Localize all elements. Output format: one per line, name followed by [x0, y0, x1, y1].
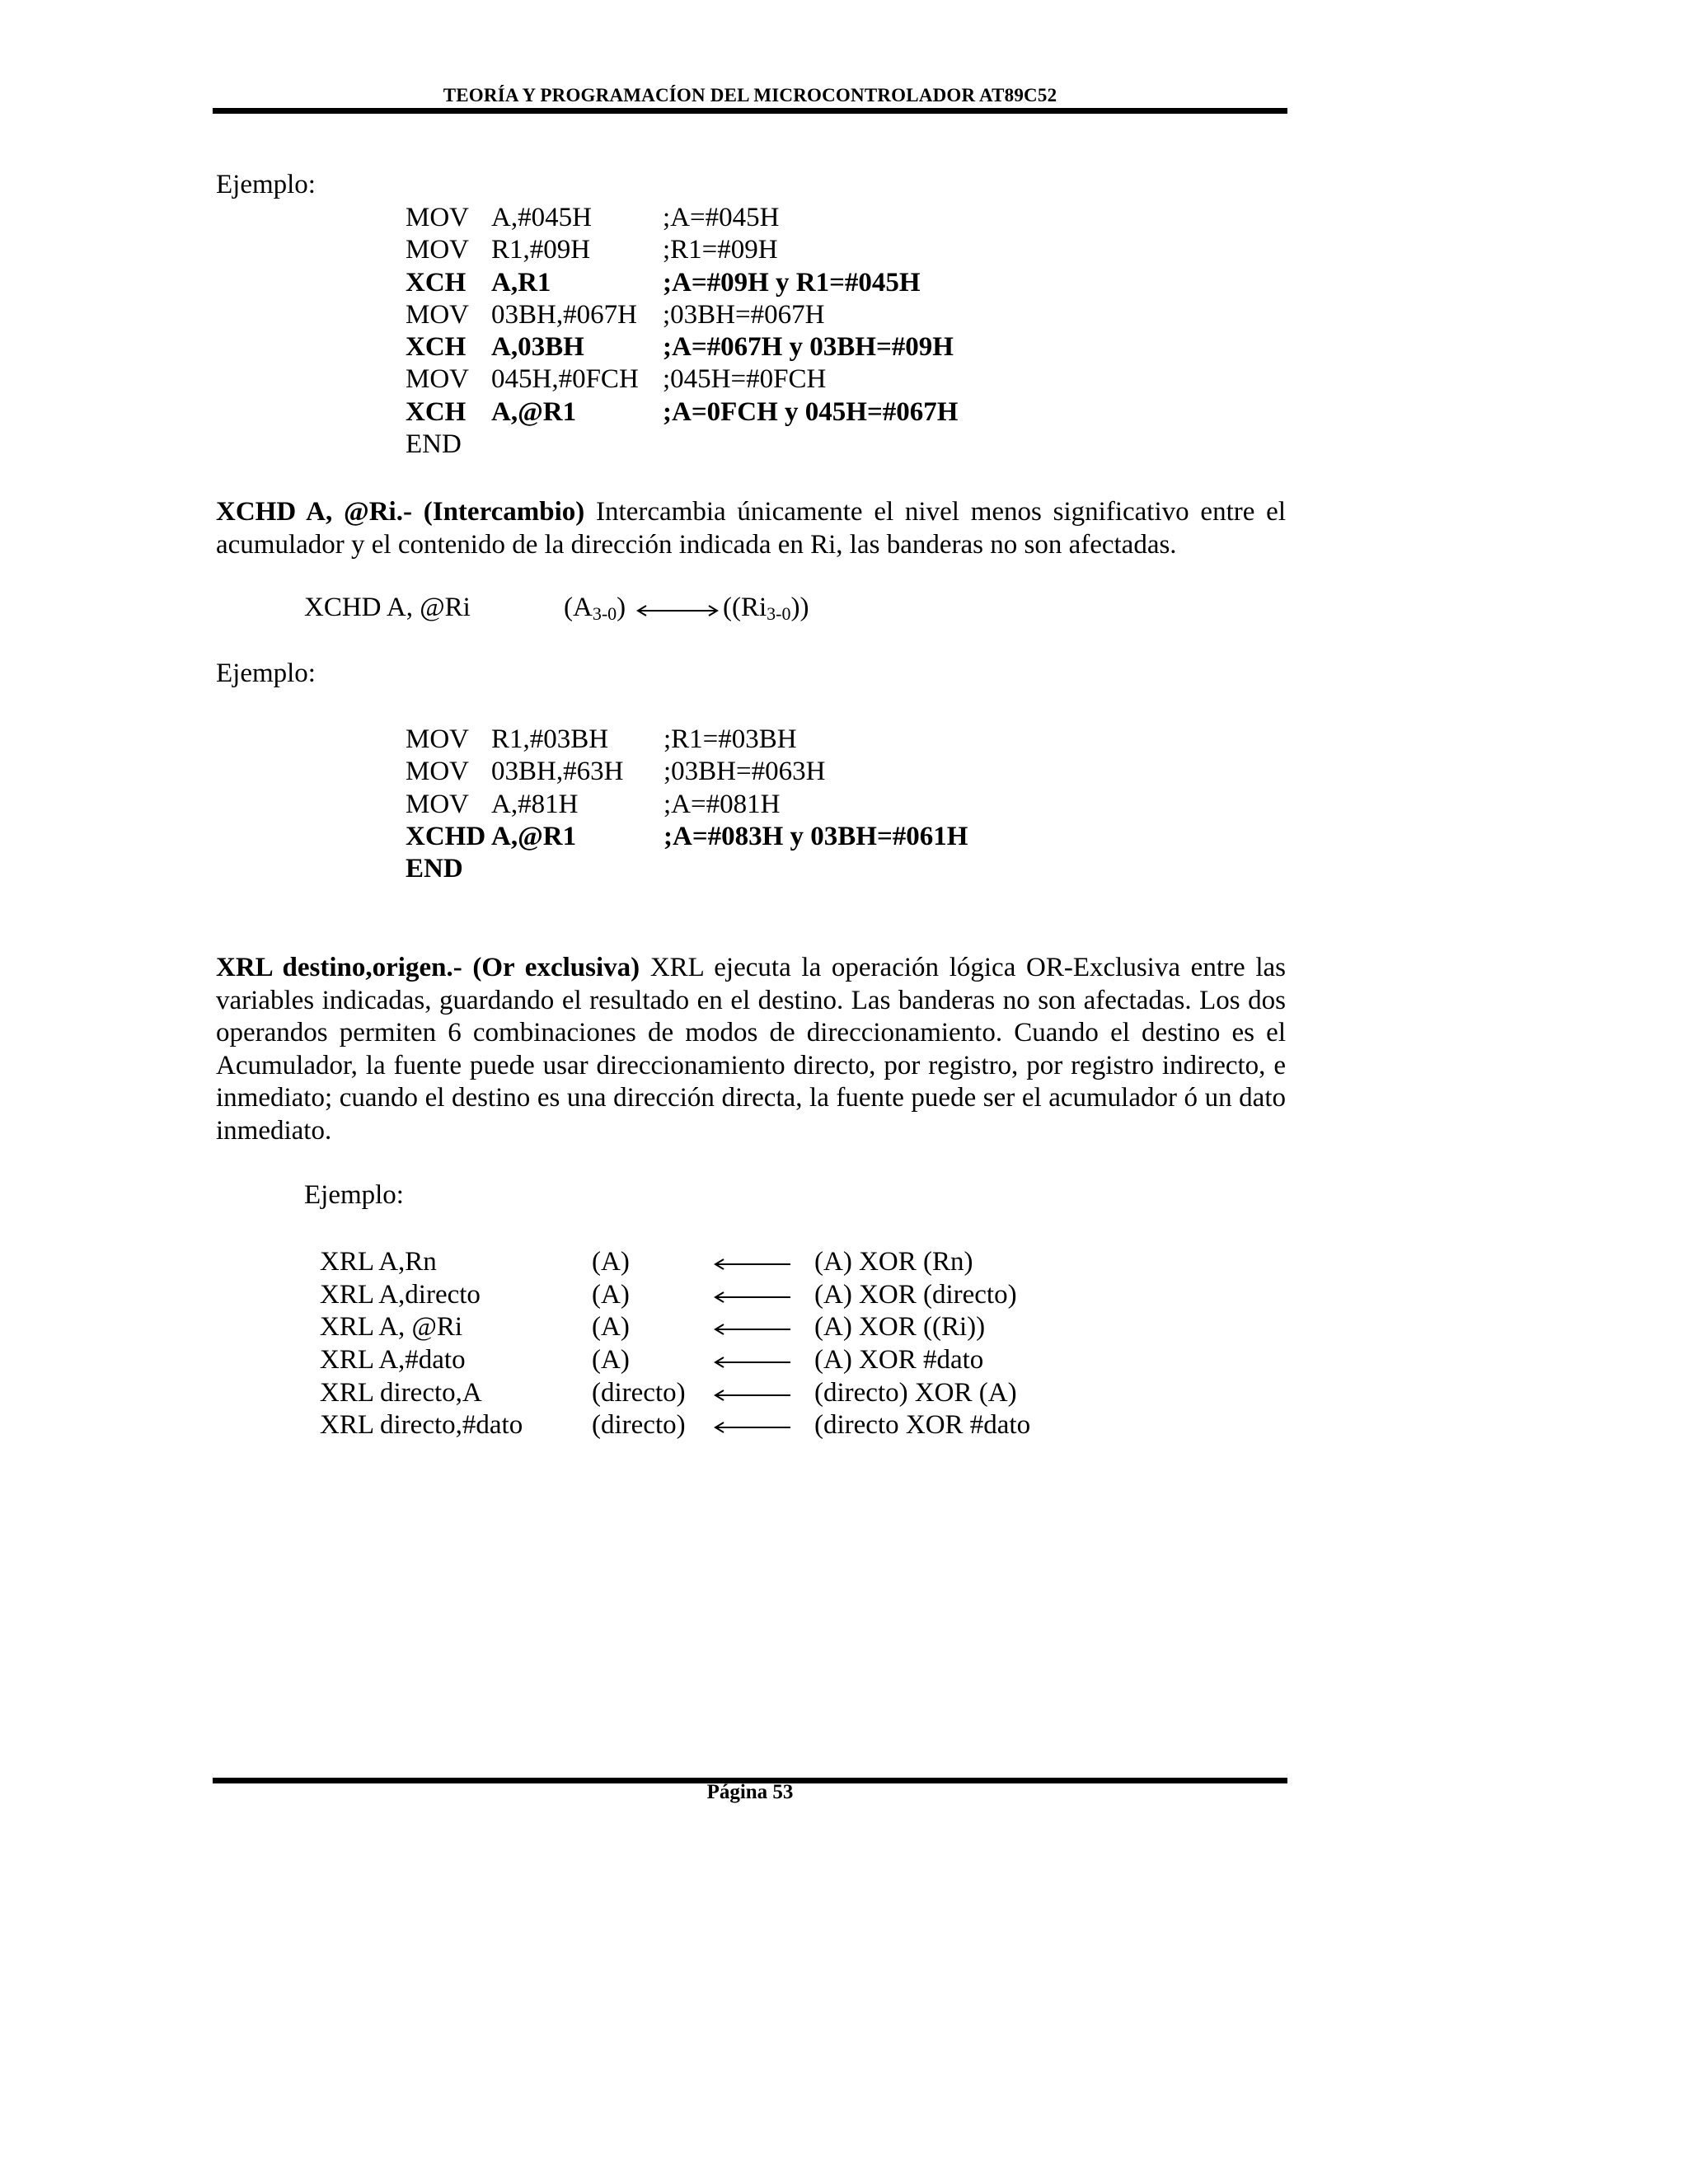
left-arrow-icon	[711, 1311, 794, 1344]
formula-right-operand: $((Ri_{3-0}))$	[723, 593, 809, 624]
xchd-description: Intercambia únicamente el nivel menos significativo entre el acumulador y el contenido de la dirección indicada en Ri, las banderas no son afectadas.	[216, 497, 1286, 560]
xrl-row: XRL A, @Ri (A) (A) XOR ((Ri))	[320, 1311, 1144, 1344]
xrl-example-label: Ejemplo:	[304, 1180, 404, 1210]
example1-label: Ejemplo:	[216, 170, 316, 199]
formula-left-operand: $(A_{3-0})$	[564, 593, 626, 624]
xrl-paragraph	[216, 952, 1286, 1147]
xrl-row: XRL A,Rn (A) (A) XOR (Rn)	[320, 1246, 1144, 1279]
double-arrow-icon	[634, 593, 724, 626]
left-arrow-icon	[711, 1409, 794, 1442]
left-arrow-icon	[711, 1279, 794, 1312]
left-arrow-icon	[711, 1246, 794, 1279]
xrl-row: XRL directo,A (directo) (directo) XOR (A)	[320, 1377, 1144, 1410]
xrl-description: XRL ejecuta la operación lógica OR-Exclusiva entre las variables indicadas, guardando el resultado en el destino. Las banderas no son afectadas. Los dos operandos permiten 6 combinaciones de modos de direccionamiento. Cuando el destino es el Acumulador, la fuente puede usar direccionamiento directo, por registro, por registro indirecto, e inmediato; cuando el destino es una dirección directa, la fuente puede ser el acumulador ó un dato inmediato.	[216, 953, 1286, 1146]
xrl-row: XRL A,#dato (A) (A) XOR #dato	[320, 1344, 1144, 1377]
example2-label: Ejemplo:	[216, 658, 316, 688]
left-arrow-icon	[711, 1377, 794, 1410]
left-arrow-icon	[711, 1344, 794, 1377]
xrl-row: XRL A,directo (A) (A) XOR (directo)	[320, 1279, 1144, 1312]
xrl-row: XRL directo,#dato (directo) (directo XOR #dato	[320, 1409, 1144, 1442]
xchd-title: XCHD A, @Ri.- (Intercambio)	[216, 497, 585, 527]
page-header-title: TEORÍA Y PROGRAMACÍON DEL MICROCONTROLADOR AT89C52	[443, 85, 1057, 105]
header-rule	[213, 108, 1287, 114]
formula-instruction: XCHD A, @Ri	[304, 593, 471, 622]
xrl-table	[320, 1246, 1144, 1442]
xchd-formula	[304, 593, 881, 626]
xchd-paragraph	[216, 496, 1286, 561]
xrl-title: XRL destino,origen.- (Or exclusiva)	[216, 953, 640, 982]
page-number: Página 53	[706, 1781, 794, 1803]
